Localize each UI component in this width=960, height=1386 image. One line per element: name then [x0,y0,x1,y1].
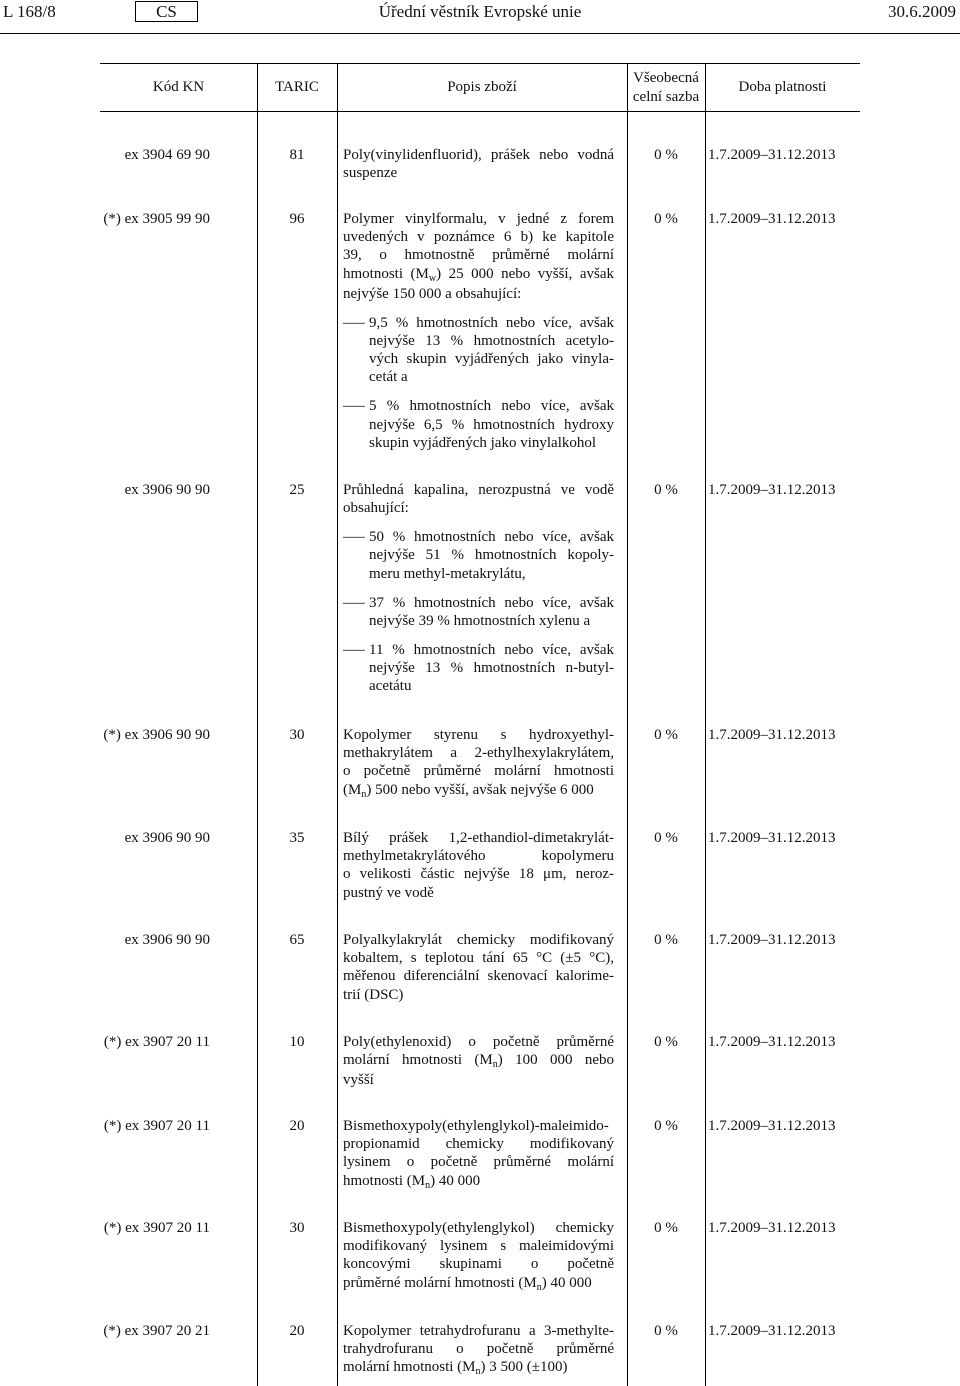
description-line: měřenou diferenciální skenovací kalorime- [343,968,614,985]
table-header-row [100,63,860,112]
taric-cell: 25 [289,482,305,498]
validity-period-cell: 1.7.2009–31.12.2013 [708,727,836,743]
description-line: uvedených v poznámce 6 b) ke kapitole [343,229,614,246]
description-line: Bílý prášek 1,2-ethandiol-dimetakrylát- [343,830,614,846]
description-line: vyšší [343,1072,374,1089]
taric-cell: 35 [289,830,305,846]
duty-rate-cell: 0 % [654,1034,678,1050]
description-text: ) 25 000 nebo vyšší, avšak [436,265,614,282]
cn-code-cell: ex 3904 69 90 [124,147,210,163]
taric-cell: 30 [289,727,305,743]
taric-cell: 20 [289,1323,305,1339]
duty-rate-cell: 0 % [654,727,678,743]
description-paragraph [343,931,614,1004]
validity-period-cell: 1.7.2009–31.12.2013 [708,482,836,498]
description-text: molární hmotnosti (M [343,1052,493,1069]
column-divider [337,63,338,1386]
description-line: acetátu [369,678,412,695]
taric-cell: 10 [289,1034,305,1050]
description-line: methylmetakrylátového kopolymeru [343,848,614,865]
description-cell [343,1033,614,1090]
column-header-validity [705,64,860,111]
description-line: nejvýše 13 % hmotnostních n-butyl- [369,660,614,677]
publication-date: 30.6.2009 [888,2,956,21]
description-cell [343,481,614,695]
duty-rate-cell: 0 % [654,147,678,163]
duty-rate-cell: 0 % [654,482,678,498]
cn-code-cell: (*) ex 3906 90 90 [103,727,210,743]
column-header-taric [257,64,337,111]
description-line: pustný ve vodě [343,884,434,901]
description-line: Poly(ethylenoxid) o početně průměrné [343,1034,614,1050]
description-text: ) 40 000 [541,1274,592,1291]
description-line [343,781,614,801]
indented-item [343,528,614,583]
cn-code-cell: (*) ex 3907 20 21 [103,1323,210,1339]
column-header-label: TARIC [275,79,319,96]
indented-item [343,314,614,387]
description-line: 5 % hmotnostních nebo více, avšak [369,398,614,415]
description-line: methakrylátem a 2-ethylhexylakrylátem, [343,745,614,762]
description-line: propionamid chemicky modifikovaný [343,1136,614,1153]
description-line: nejvýše 6,5 % hmotnostních hydroxy [369,416,614,433]
description-line: 11 % hmotnostních nebo více, avšak [369,641,614,658]
dash-marker: — [343,529,365,546]
description-line: 39, o hmotnostně průměrné molární [343,247,614,264]
description-cell [343,726,614,801]
description-line: modifikovaný lysinem s maleimidovými [343,1238,614,1255]
description-cell [343,210,614,452]
validity-period-cell: 1.7.2009–31.12.2013 [708,1118,836,1134]
description-line: nejvýše 51 % hmotnostních kopoly- [369,547,614,564]
duty-rate-cell: 0 % [654,211,678,227]
validity-period-cell: 1.7.2009–31.12.2013 [708,147,836,163]
description-cell [343,1322,614,1379]
description-text: ) 100 000 nebo [497,1052,614,1069]
indented-item [343,397,614,452]
description-paragraph [343,210,614,303]
description-line: 37 % hmotnostních nebo více, avšak [369,594,614,611]
column-header-cn-code [100,64,257,111]
description-text: ) 40 000 [430,1172,481,1189]
dash-marker: — [343,314,365,331]
description-line: Bismethoxypoly(ethylenglykol) chemicky [343,1220,614,1236]
validity-period-cell: 1.7.2009–31.12.2013 [708,1034,836,1050]
description-line: lysinem o početně průměrné molární [343,1154,614,1171]
description-text: průměrné molární hmotnosti (M [343,1274,537,1291]
description-paragraph [343,1117,614,1192]
column-header-label: Kód KN [152,79,205,96]
description-line: nejvýše 13 % hmotnostních acetylo- [369,333,614,350]
cn-code-cell: ex 3906 90 90 [124,830,210,846]
column-header-duty-rate [627,64,705,111]
subscript-index: w [428,272,437,284]
subscript-index: n [425,1179,431,1191]
indented-item [343,594,614,630]
description-text: molární hmotnosti (M [343,1359,476,1376]
description-cell [343,146,614,182]
description-line: o početně průměrné molární hmotnosti [343,763,614,780]
taric-cell: 30 [289,1220,305,1236]
description-line: vých skupin vyjádřených jako vinyla- [369,351,614,368]
description-line: Průhledná kapalina, nerozpustná ve vodě [343,482,614,498]
dash-marker: — [343,594,365,611]
description-text: hmotnosti (M [343,1172,426,1189]
description-line: cetát a [369,369,408,386]
duty-rate-cell: 0 % [654,1323,678,1339]
subscript-index: n [492,1059,498,1071]
cn-code-cell: (*) ex 3907 20 11 [103,1220,210,1236]
header-rule [0,33,960,34]
description-paragraph [343,829,614,902]
description-line: Polymer vinylformalu, v jedné z forem [343,211,614,227]
description-line [343,1358,614,1378]
description-line: Kopolymer styrenu s hydroxyethyl- [343,727,614,743]
journal-title: Úřední věstník Evropské unie [378,2,582,21]
taric-cell: 20 [289,1118,305,1134]
description-line: Kopolymer tetrahydrofuranu a 3-methylte- [343,1323,614,1339]
description-line [343,265,614,285]
language-code-badge: CS [135,1,198,22]
column-header-description [337,64,627,111]
cn-code-cell: ex 3906 90 90 [124,932,210,948]
description-line [343,1051,614,1071]
description-line: Poly(vinylidenfluorid), prášek nebo vodná [343,147,614,163]
description-line: meru methyl-metakrylátu, [369,565,526,582]
description-line: trií (DSC) [343,986,404,1003]
description-text: ) 500 nebo vyšší, avšak nejvýše 6 000 [366,781,594,798]
description-line: obsahující: [343,500,409,517]
taric-cell: 81 [289,147,305,163]
dash-marker: — [343,398,365,415]
validity-period-cell: 1.7.2009–31.12.2013 [708,211,836,227]
description-line: kobaltem, s teplotou tání 65 °C (±5 °C), [343,950,614,967]
description-line: 50 % hmotnostních nebo více, avšak [369,529,614,546]
description-text: ) 3 500 (±100) [480,1359,568,1376]
taric-cell: 96 [289,211,305,227]
description-text: (M [343,781,362,798]
column-header-label: celní sazba [632,88,700,105]
cn-code-cell: (*) ex 3907 20 11 [103,1034,210,1050]
page-reference: L 168/8 [3,2,56,21]
description-line [343,1274,614,1294]
description-line: nejvýše 39 % hmotnostních xylenu a [369,612,591,629]
description-line: suspenze [343,165,398,182]
subscript-index: n [361,788,367,800]
description-cell [343,829,614,902]
duty-rate-cell: 0 % [654,1118,678,1134]
description-line: nejvýše 150 000 a obsahující: [343,285,522,302]
subscript-index: n [536,1281,542,1293]
column-divider [705,63,706,1386]
description-cell [343,1117,614,1192]
description-line: skupin vyjádřených jako vinylalkohol [369,434,597,451]
description-line: trahydrofuranu o početně průměrné [343,1341,614,1358]
description-paragraph [343,1219,614,1294]
description-line [343,1172,614,1192]
description-line: koncovými skupinami o početně [343,1256,614,1273]
validity-period-cell: 1.7.2009–31.12.2013 [708,1220,836,1236]
column-divider [627,63,628,1386]
description-line: Bismethoxypoly(ethylenglykol)-maleimido- [343,1118,609,1134]
validity-period-cell: 1.7.2009–31.12.2013 [708,932,836,948]
duty-rate-cell: 0 % [654,1220,678,1236]
description-line: Polyalkylakrylát chemicky modifikovaný [343,932,614,948]
duty-rate-cell: 0 % [654,932,678,948]
column-header-label: Doba platnosti [738,79,827,96]
description-line: o velikosti částic nejvýše 18 μm, neroz- [343,866,614,883]
dash-marker: — [343,641,365,658]
column-header-label: Popis zboží [447,79,517,96]
indented-item [343,641,614,696]
description-line: 9,5 % hmotnostních nebo více, avšak [369,314,614,331]
description-cell [343,1219,614,1294]
subscript-index: n [475,1366,481,1378]
description-paragraph [343,726,614,801]
validity-period-cell: 1.7.2009–31.12.2013 [708,830,836,846]
cn-code-cell: (*) ex 3905 99 90 [103,211,210,227]
taric-cell: 65 [289,932,305,948]
description-paragraph [343,1033,614,1090]
column-header-label: Všeobecná [633,70,699,87]
validity-period-cell: 1.7.2009–31.12.2013 [708,1323,836,1339]
cn-code-cell: ex 3906 90 90 [124,482,210,498]
description-paragraph [343,1322,614,1379]
cn-code-cell: (*) ex 3907 20 11 [103,1118,210,1134]
column-divider [257,63,258,1386]
description-cell [343,931,614,1004]
description-text: hmotnosti (M [343,265,429,282]
description-paragraph [343,146,614,182]
description-paragraph [343,481,614,517]
duty-rate-cell: 0 % [654,830,678,846]
